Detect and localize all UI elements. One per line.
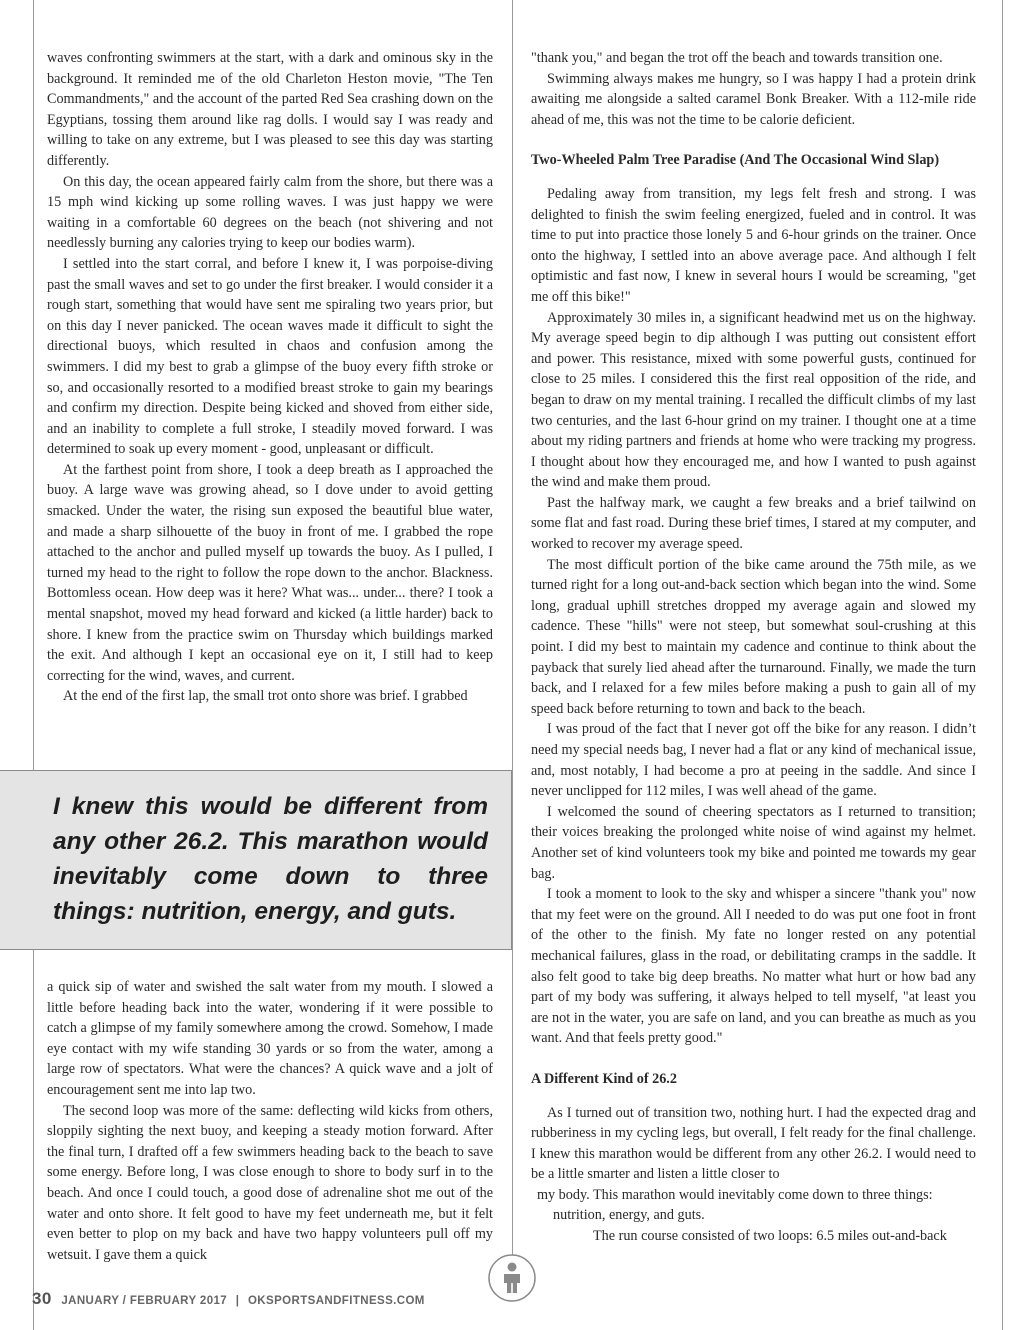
page-footer [32, 1289, 425, 1309]
paragraph-line: The run course consisted of two loops: 6.5 miles out-and-back [593, 1228, 947, 1245]
left-column-top [47, 48, 493, 707]
paragraph: a quick sip of water and swished the salt water from my mouth. I slowed a little before heading back into the water, wondering if it were possible to catch a glimpse of my family somewhere among the crowd. Somehow, I made eye contact with my wife standing 30 yards or so from the water, among a large row of spectators. What were the chances? A quick wave and a jolt of encouragement sent me into lap two. [47, 979, 493, 1098]
paragraph: I was proud of the fact that I never got off the bike for any reason. I didn’t need my special needs bag, I never had a flat or any kind of mechanical issue, and, most notably, I had become a pro at peeing in the saddle. And since I never unclipped for 112 miles, I was well ahead of the game. [531, 721, 976, 800]
paragraph: I welcomed the sound of cheering spectators as I returned to transition; their voices breaking the prolonged white noise of wind against my helmet. Another set of kind volunteers took my bike and pointed me towards my gear bag. [531, 803, 976, 882]
runner-badge-icon [487, 1253, 537, 1303]
paragraph: The second loop was more of the same: deflecting wild kicks from others, sloppily sighting the next buoy, and keeping a steady motion forward. After the final turn, I drafted off a few swimmers heading back to the beach to save some energy. Before long, I was close enough to shore to body surf in to the beach. And once I could touch, a good dose of adrenaline shot me out of the water and onto shore. It felt good to have my feet underneath me, but it felt even better to plop on my back and have two happy volunteers pull off my wetsuit. I gave them a quick [47, 1102, 493, 1263]
paragraph: Past the halfway mark, we caught a few breaks and a brief tailwind on some flat and fast road. During these brief times, I stared at my computer, and worked to recover my average speed. [531, 494, 976, 553]
paragraph: I settled into the start corral, and before I knew it, I was porpoise-diving past the small waves and set to go under the first breaker. I would consider it a rough start, something that would have sent me spiraling two years prior, but on this day I never panicked. The ocean waves made it difficult to sight the directional buoys, which resulted in chaos and confusion among the swimmers. I did my best to grab a glimpse of the buoy every fifth stroke or so, and occasionally resorted to a modified breast stroke to gain my bearings and confirm my direction. Despite being kicked and shoved from either side, and an inability to complete a full stroke, I steadily moved forward. I was determined to soak up every moment - good, unpleasant or difficult. [47, 255, 493, 458]
right-column [531, 48, 976, 1247]
section-heading-run: A Different Kind of 26.2 [531, 1070, 677, 1087]
section-heading-bike: Two-Wheeled Palm Tree Paradise (And The Occasional Wind Slap) [531, 152, 940, 169]
left-margin-rule [33, 0, 34, 1330]
paragraph-line: my body. This marathon would inevitably come down to three things: [537, 1186, 933, 1203]
issue-date: JANUARY / FEBRUARY 2017 [61, 1295, 228, 1307]
pull-quote-box [0, 770, 512, 950]
paragraph: waves confronting swimmers at the start, with a dark and ominous sky in the background. It reminded me of the old Charleton Heston movie, "The Ten Commandments," and the account of the parted Red Sea crashing down on the Egyptians, tossing them around like rag dolls. I would say I was ready and willing to take on any extreme, but I was pleased to see this day was starting differently. [47, 50, 493, 169]
paragraph: Pedaling away from transition, my legs felt fresh and strong. I was delighted to finish the swim feeling energized, fueled and in control. It was time to put into practice those lonely 5 and 6-hour grinds on the trainer. Once onto the highway, I settled into an above average pace. And although I felt optimistic and fast now, I knew in several hours I would be screaming, "get me off this bike!" [531, 185, 976, 305]
left-column-bottom [47, 977, 493, 1265]
paragraph: "thank you," and began the trot off the beach and towards transition one. [531, 50, 943, 66]
paragraph: Approximately 30 miles in, a significant headwind met us on the highway. My average speed begin to dip although I was putting out consistent effort and power. This resistance, mixed with some powerful gusts, continued for close to 25 miles. I considered this the first real opposition of the ride, and began to draw on my mental training. I recalled the difficult climbs of my last two centuries, and the last 6-hour grind on my trainer. I thought one at a time about my riding partners and friends at home who were tracking my progress. I thought about how they encouraged me, and how I wanted to push against the wind and make them proud. [531, 309, 976, 491]
site-url: OKSPORTSANDFITNESS.COM [247, 1295, 425, 1307]
page-number: 30 [32, 1289, 52, 1308]
paragraph: Swimming always makes me hungry, so I was happy I had a protein drink awaiting me alongside a salted caramel Bonk Breaker. With a 112-mile ride ahead of me, this was not the time to be calorie deficient. [531, 70, 976, 128]
paragraph-line: nutrition, energy, and guts. [553, 1207, 705, 1224]
paragraph: At the end of the first lap, the small trot onto shore was brief. I grabbed [63, 688, 468, 705]
center-column-rule [512, 0, 513, 1255]
paragraph: I took a moment to look to the sky and whisper a sincere "thank you" now that my feet were on the ground. All I needed to do was put one foot in front of the other to the finish. My fate no longer rested on any potential mechanical failures, glass in the road, or debilitating cramps in the saddle. It also felt good to take big deep breaths. No matter what hurt or how bad any part of my body was suffering, it always helped to tell myself, "at least you are not in the water, you are safe on land, and you can breathe as much as you want. And that feels pretty good." [531, 886, 976, 1047]
paragraph: At the farthest point from shore, I took a deep breath as I approached the buoy. A large wave was growing ahead, so I dove under to avoid getting smacked. Under the water, the rising sun exposed the beautiful blue water, and made a sharp silhouette of the buoy in front of me. I grabbed the rope attached to the anchor and pulled myself up towards the buoy. As I pulled, I turned my head to the right to follow the rope down to the anchor. Blackness. Bottomless ocean. How deep was it here? What was... under... there? I took a mental snapshot, moved my head forward and kicked (a little harder) back to shore. I knew from the practice swim on Thursday which buildings marked the exit. And although I kept an occasional eye on it, I still had to keep correcting for the wind, waves, and current. [47, 461, 493, 684]
pull-quote: I knew this would be different from any other 26.2. This marathon would inevitably come down to three things: nutrition, energy, and guts. [53, 793, 488, 925]
paragraph: On this day, the ocean appeared fairly calm from the shore, but there was a 15 mph wind kicking up some rolling waves. I was just happy we were waiting in a comfortable 60 degrees on the beach (not shivering and not needlessly burning any calories trying to keep our bodies warm). [47, 173, 493, 252]
right-margin-rule [1002, 0, 1003, 1330]
paragraph: As I turned out of transition two, nothing hurt. I had the expected drag and rubberiness in my cycling legs, but overall, I felt ready for the final challenge. I knew this marathon would be different from any other 26.2. I would need to be a little smarter and listen a little closer to [531, 1104, 976, 1183]
paragraph: The most difficult portion of the bike came around the 75th mile, as we turned right for a long out-and-back section which began into the wind. Some long, gradual uphill stretches dropped my average again and slowed my cadence. These "hills" were not steep, but somewhat soul-crushing at this point. I did my best to maintain my cadence and continue to think about the payback that surely lied ahead after the turnaround. Finally, we made the turn back, and I relaxed for a few miles before making a push to gain all of my speed back before returning to town and back to the beach. [531, 556, 976, 717]
footer-separator: | [235, 1295, 240, 1307]
